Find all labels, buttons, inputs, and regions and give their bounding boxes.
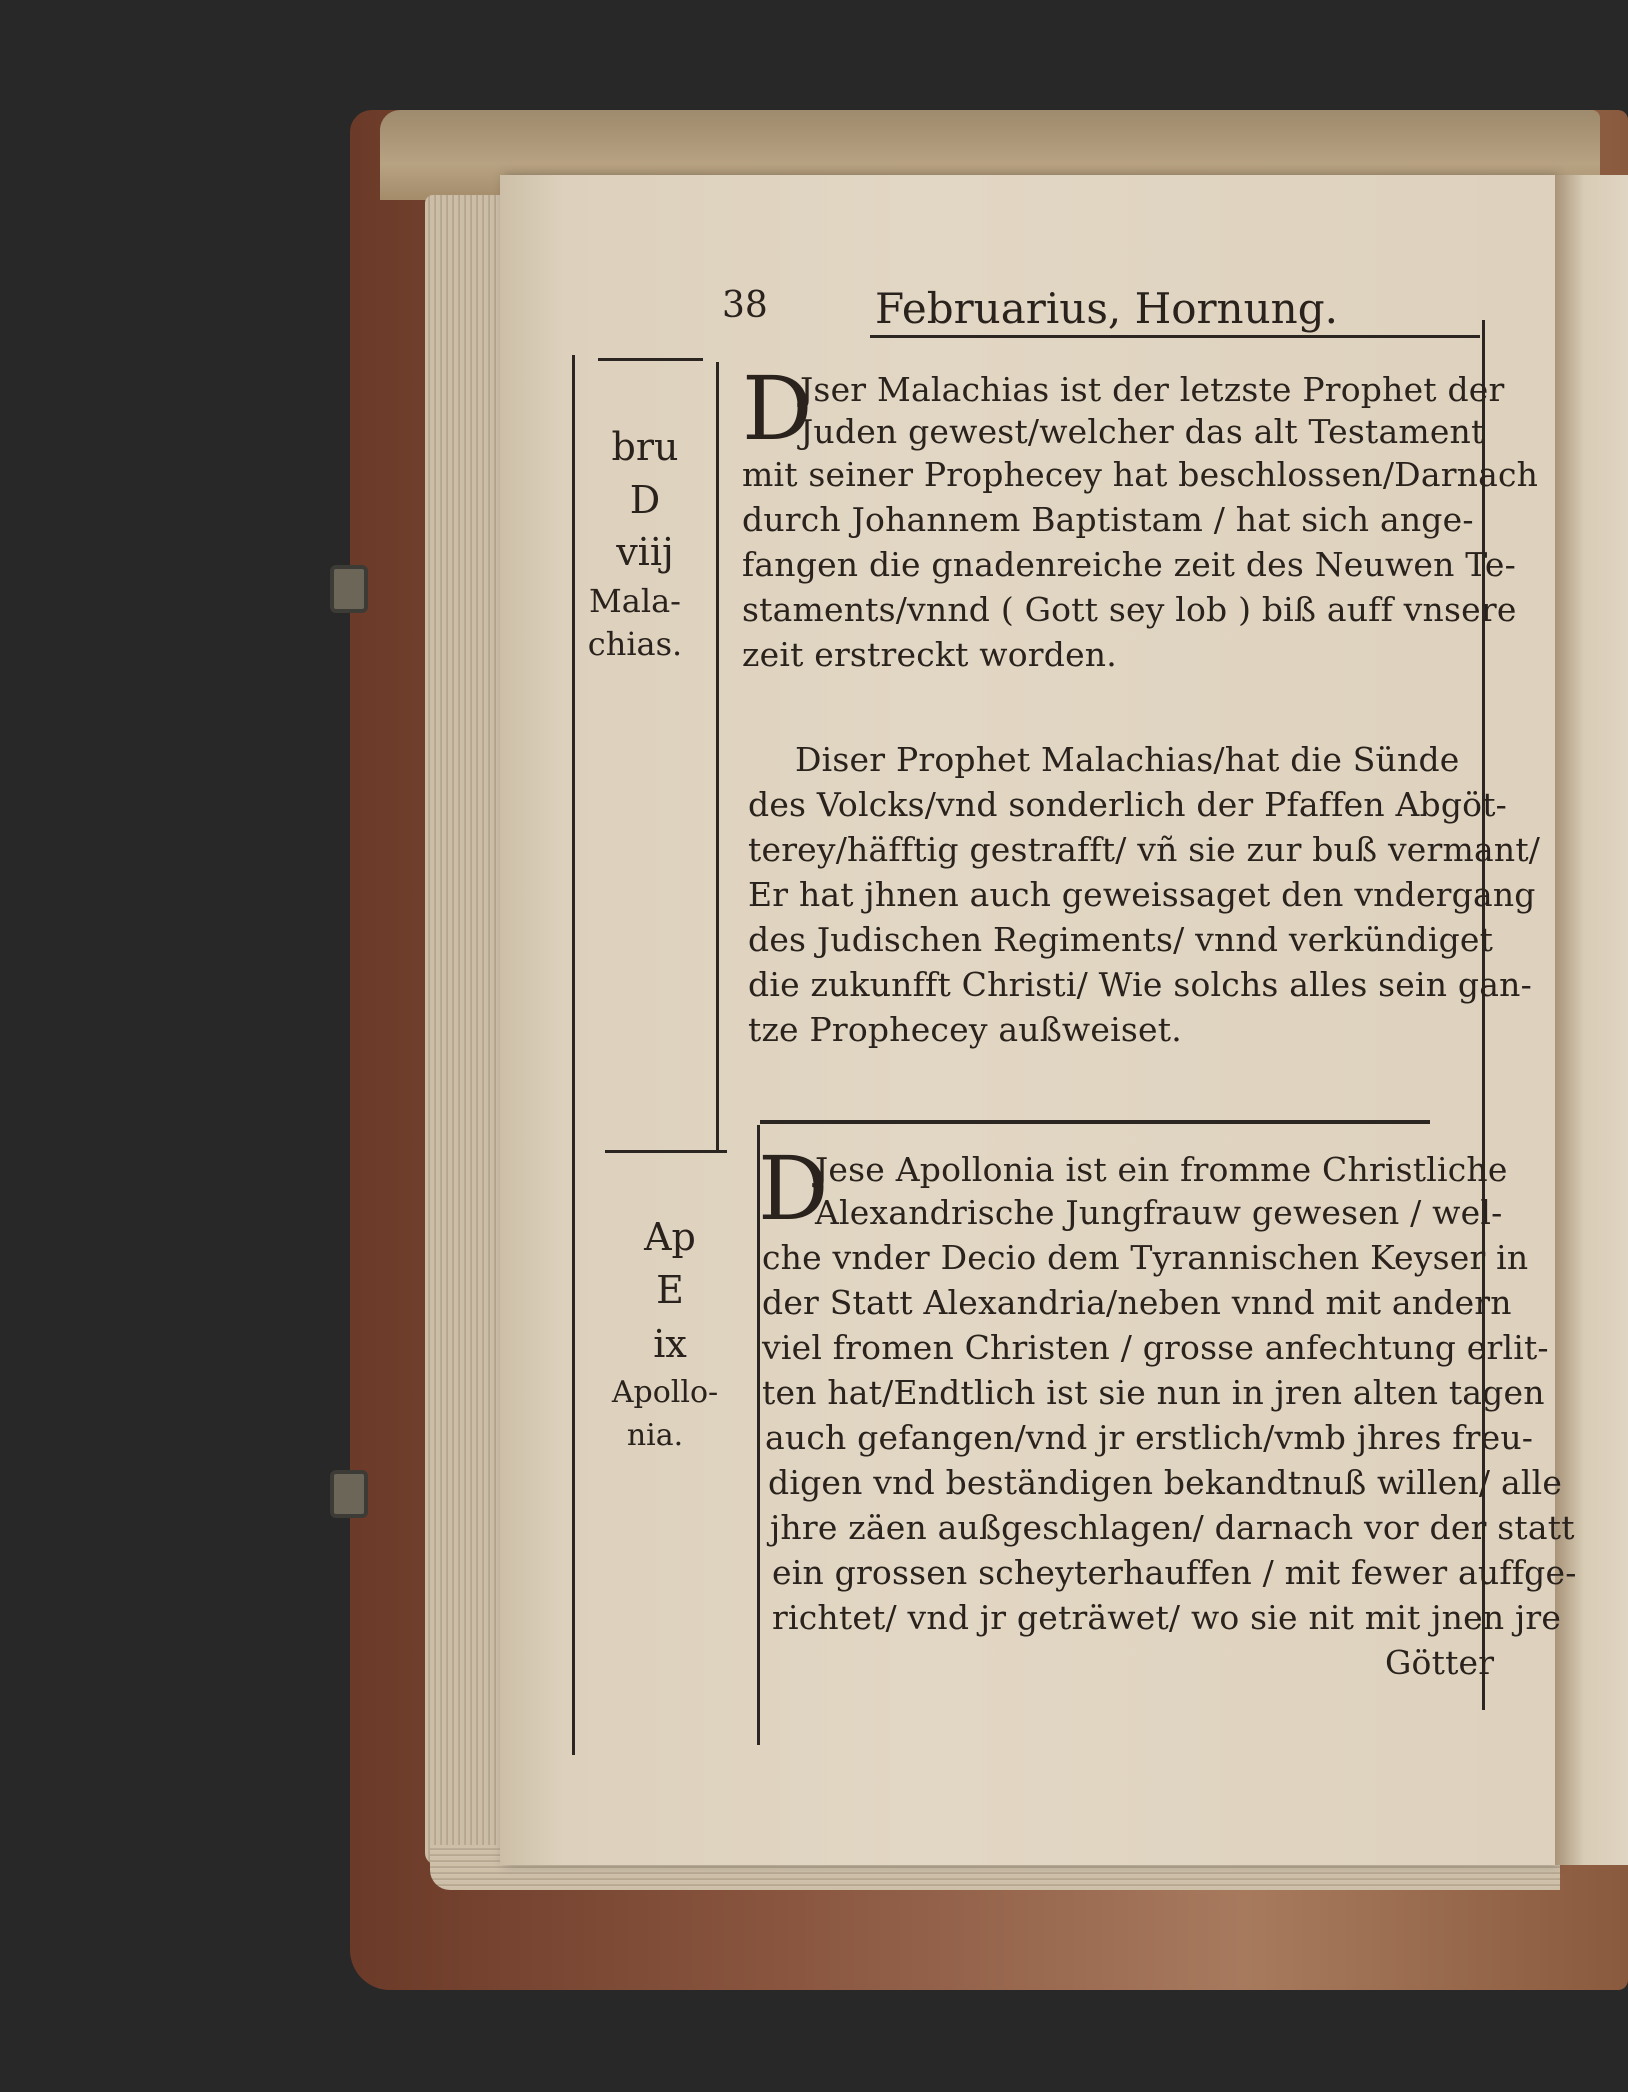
text-line: Alexandrische Jungfrauw gewesen / wel- bbox=[815, 1193, 1503, 1232]
clasp-icon bbox=[330, 1470, 368, 1518]
margin-note-line: nia. bbox=[626, 1418, 684, 1453]
page-title: Februarius, Hornung. bbox=[875, 284, 1338, 333]
text-line: viel fromen Christen / grosse anfechtung erlit- bbox=[762, 1328, 1549, 1367]
text-line: digen vnd beständigen bekandtnuß willen/ alle bbox=[768, 1463, 1563, 1502]
margin-note-line: ix bbox=[653, 1322, 687, 1366]
margin-note-line: D bbox=[629, 478, 661, 522]
text-line: mit seiner Prophecey hat beschlossen/Darnach bbox=[742, 455, 1539, 494]
page-number: 38 bbox=[722, 285, 768, 326]
clasp-icon bbox=[330, 565, 368, 613]
margin-note-line: Ap bbox=[644, 1215, 696, 1259]
text-line: tze Prophecey außweiset. bbox=[748, 1010, 1182, 1049]
margin-note-line: viij bbox=[616, 530, 674, 574]
text-line: Diser Prophet Malachias/hat die Sünde bbox=[795, 740, 1460, 779]
column-rule-upper bbox=[716, 362, 719, 1152]
text-line: che vnder Decio dem Tyrannischen Keyser in bbox=[762, 1238, 1529, 1277]
text-line: staments/vnnd ( Gott sey lob ) biß auff vnsere bbox=[742, 590, 1517, 629]
text-line: des Volcks/vnd sonderlich der Pfaffen Abgöt- bbox=[748, 785, 1508, 824]
margin-note-line: bru bbox=[611, 425, 679, 469]
text-line: die zukunfft Christi/ Wie solchs alles sein gan- bbox=[748, 965, 1532, 1004]
section-divider-rule-right bbox=[760, 1120, 1430, 1124]
text-line: Jser Malachias ist der letzste Prophet der bbox=[800, 370, 1505, 409]
head-rule bbox=[870, 335, 1480, 338]
text-line: fangen die gnadenreiche zeit des Neuwen Te- bbox=[742, 545, 1517, 584]
text-line: auch gefangen/vnd jr erstlich/vmb jhres freu- bbox=[765, 1418, 1534, 1457]
text-line: des Judischen Regiments/ vnnd verkündiget bbox=[748, 920, 1494, 959]
text-line: ten hat/Endtlich ist sie nun in jren alten tagen bbox=[762, 1373, 1545, 1412]
text-line: Juden gewest/welcher das alt Testament bbox=[800, 412, 1485, 451]
outer-left-rule bbox=[572, 355, 575, 1755]
text-line: zeit erstreckt worden. bbox=[742, 635, 1117, 674]
drop-initial: D bbox=[742, 357, 813, 460]
text-line: Jese Apollonia ist ein fromme Christliche bbox=[815, 1150, 1508, 1189]
margin-note-line: E bbox=[656, 1268, 684, 1312]
margin-note-line: chias. bbox=[587, 625, 683, 663]
text-line: der Statt Alexandria/neben vnnd mit andern bbox=[762, 1283, 1512, 1322]
text-line: jhre zäen außgeschlagen/ darnach vor der statt bbox=[770, 1508, 1575, 1547]
drop-initial: D bbox=[758, 1137, 829, 1240]
text-line: durch Johannem Baptistam / hat sich ange- bbox=[742, 500, 1474, 539]
text-line: Er hat jhnen auch geweissaget den vndergang bbox=[748, 875, 1536, 914]
margin-note-line: Apollo- bbox=[611, 1375, 719, 1410]
section-divider-rule bbox=[605, 1150, 727, 1153]
catchword: Götter bbox=[1385, 1643, 1495, 1682]
facing-page-edge bbox=[1555, 175, 1628, 1865]
text-line: terey/häfftig gestrafft/ vñ sie zur buß vermant/ bbox=[748, 830, 1541, 869]
margin-note-line: Mala- bbox=[589, 582, 681, 620]
text-line: ein grossen scheyterhauffen / mit fewer auffge- bbox=[772, 1553, 1577, 1592]
margin-top-rule bbox=[598, 358, 703, 361]
text-line: richtet/ vnd jr geträwet/ wo sie nit mit jnen jre bbox=[772, 1598, 1562, 1637]
